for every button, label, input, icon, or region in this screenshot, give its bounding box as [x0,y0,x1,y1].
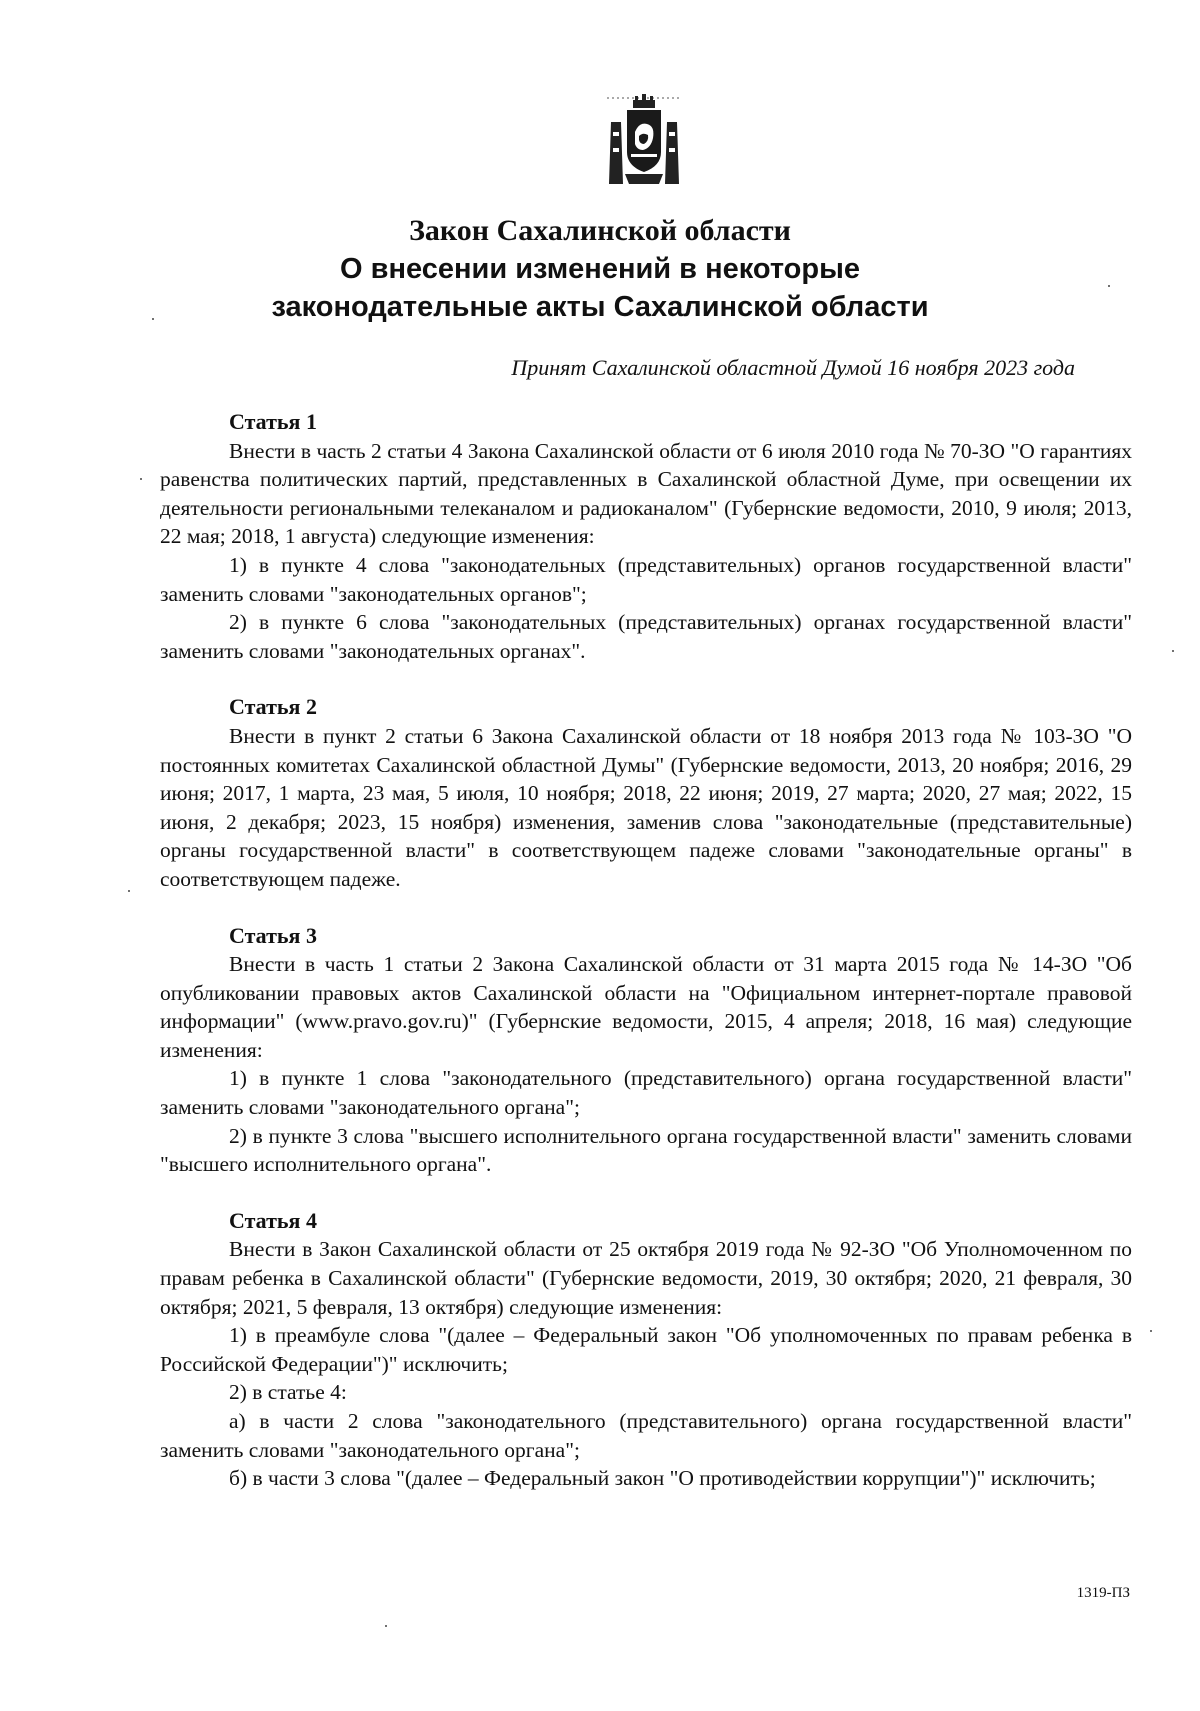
title-subject-line1: О внесении изменений в некоторые [340,253,860,285]
article-4 [160,1207,1132,1493]
adoption-note: Принят Сахалинской областной Думой 16 ноября 2023 года [511,355,1075,380]
scan-speck [1150,1330,1152,1332]
title-subject-line2: законодательные акты Сахалинской области [271,291,929,323]
article-paragraph: а) в части 2 слова "законодательного (представительного) органа государственной власти" заменить словами "законодательного органа"; [160,1409,1132,1462]
article-paragraph: 1) в пункте 1 слова "законодательного (представительного) органа государственной власти" заменить словами "законодательного органа"; [160,1066,1132,1120]
article-paragraph: 2) в статье 4: [229,1380,347,1405]
article-heading: Статья 3 [229,922,317,948]
article-paragraph: Внести в Закон Сахалинской области от 25 октября 2019 года № 92-ЗО "Об Уполномоченном по правам ребенка в Сахалинской области" (Губернские ведомости, 2019, 30 октября; 2020, 21 февраля, 30 октября; 2021, 5 февраля, 13 октября) следующие изменения: [160,1237,1132,1319]
scan-speck [1172,650,1174,652]
article-paragraph: 1) в преамбуле слова "(далее – Федеральный закон "Об уполномоченных по правам ребенка в Российской Федерации")" исключить; [160,1323,1132,1376]
document-body [160,408,1132,1521]
article-2 [160,693,1132,893]
article-heading: Статья 4 [229,1207,317,1233]
coat-of-arms-emblem [605,92,683,188]
article-heading: Статья 2 [229,694,317,720]
scan-speck [152,318,154,320]
article-paragraph: 1) в пункте 4 слова "законодательных (представительных) органов государственной власти" заменить словами "законодательных органов"; [160,552,1132,606]
document-title [160,212,1040,326]
article-paragraph: Внести в часть 1 статьи 2 Закона Сахалинской области от 31 марта 2015 года № 14-ЗО "Об опубликовании правовых актов Сахалинской области на "Официальном интернет-портале правовой информации" (www.pravo.gov.ru)" (Губернские ведомости, 2015, 4 апреля; 2018, 16 мая) следующие изменения: [160,952,1132,1062]
article-paragraph: Внести в пункт 2 статьи 6 Закона Сахалинской области от 18 ноября 2013 года № 103-ЗО "О постоянных комитетах Сахалинской областной Думы" (Губернские ведомости, 2013, 20 ноября; 2016, 29 июня; 2017, 1 марта, 23 мая, 5 июля, 10 ноября; 2018, 22 июня; 2019, 27 марта; 2020, 27 мая; 2022, 15 июня, 2 декабря; 2023, 15 ноября) изменения, заменив слова "законодательные (представительные) органы государственной власти" в соответствующем падеже словами "законодательные органы" в соответствующем падеже. [160,723,1132,891]
scan-speck [1108,285,1110,287]
title-law-name: Закон Сахалинской области [409,214,791,247]
scan-speck [385,1625,387,1627]
article-paragraph: Внести в часть 2 статьи 4 Закона Сахалинской области от 6 июля 2010 года № 70-ЗО "О гарантиях равенства политических партий, представленных в Сахалинской областной Думе, при освещении их деятельности региональными телеканалом и радиоканалом" (Губернские ведомости, 2010, 9 июля; 2013, 22 мая; 2018, 1 августа) следующие изменения: [160,438,1132,549]
document-code: 1319-ПЗ [1076,1585,1130,1601]
article-paragraph: б) в части 3 слова "(далее – Федеральный закон "О противодействии коррупции")" исключить; [229,1466,1096,1491]
article-3 [160,922,1132,1179]
article-heading: Статья 1 [229,409,317,434]
article-1 [160,408,1132,665]
article-paragraph: 2) в пункте 3 слова "высшего исполнительного органа государственной власти" заменить словами "высшего исполнительного органа". [160,1123,1132,1177]
scan-speck [128,890,130,892]
article-paragraph: 2) в пункте 6 слова "законодательных (представительных) органах государственной власти" заменить словами "законодательных органах". [160,610,1132,663]
scan-speck [140,478,142,480]
